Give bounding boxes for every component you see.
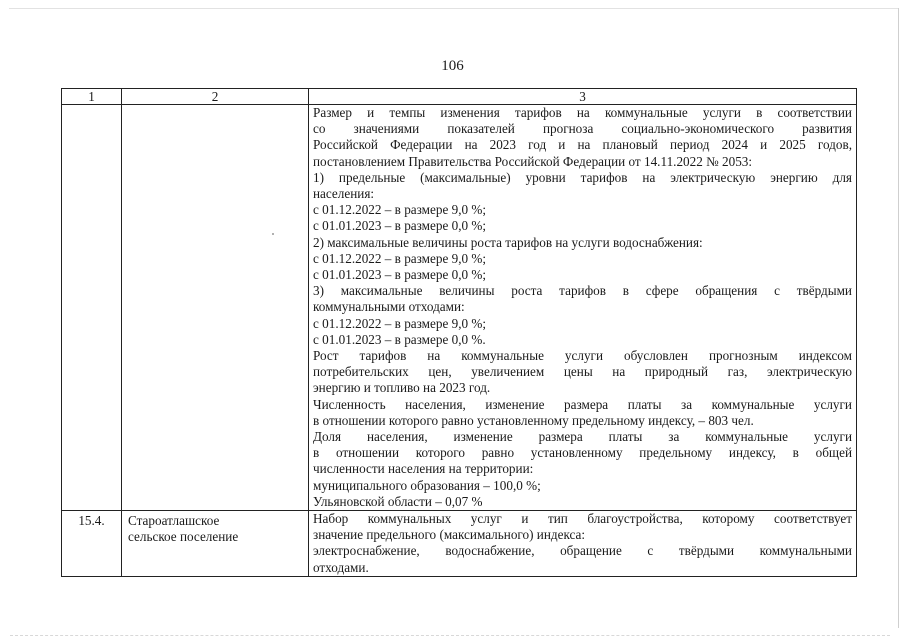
text-line: энергию и топливо на 2023 год. xyxy=(313,380,491,396)
row-description-cell xyxy=(309,511,857,577)
settlement-name-line: Староатлашское xyxy=(128,513,220,529)
text-line: с 01.12.2022 – в размере 9,0 %; xyxy=(313,315,487,331)
text-line: муниципального образования – 100,0 %; xyxy=(313,477,541,493)
text-line: электроснабжение, водоснабжение, обращение с твёрдыми коммунальными xyxy=(313,543,852,559)
table-header-row xyxy=(62,89,857,105)
text-line: значение предельного (максимального) индекса: xyxy=(313,527,586,543)
text-line: Размер и темпы изменения тарифов на коммунальные услуги в соответствии xyxy=(313,105,852,120)
text-line: численности населения на территории: xyxy=(313,461,534,477)
settlement-type-line: сельское поселение xyxy=(128,529,239,545)
text-line: с 01.12.2022 – в размере 9,0 %; xyxy=(313,202,487,218)
scan-speck xyxy=(272,233,274,235)
text-line: Рост тарифов на коммунальные услуги обусловлен прогнозным индексом xyxy=(313,348,852,364)
page-edge-top xyxy=(9,8,899,9)
text-line: населения: xyxy=(313,186,375,202)
text-line: Численность населения, изменение размера платы за коммунальные услуги xyxy=(313,396,852,412)
text-line: постановлением Правительства Российской Федерации от 14.11.2022 № 2053: xyxy=(313,153,753,169)
text-line: в отношении которого равно установленному предельному индексу, – 803 чел. xyxy=(313,412,754,428)
row-number: 15.4. xyxy=(62,511,122,577)
text-line: с 01.01.2023 – в размере 0,0 %; xyxy=(313,267,487,283)
tariff-table xyxy=(61,88,857,577)
page-edge-right xyxy=(898,8,899,628)
header-col-2: 2 xyxy=(122,89,309,105)
text-line: Ульяновской области – 0,07 % xyxy=(313,493,483,509)
text-line: 2) максимальные величины роста тарифов на услуги водоснабжения: xyxy=(313,234,703,250)
row-number-cell-empty xyxy=(62,105,122,511)
scan-artifact-line xyxy=(10,634,890,636)
text-line: в отношении которого равно установленному предельному индексу, в общей xyxy=(313,445,852,461)
text-line: 3) максимальные величины роста тарифов в сфере обращения с твёрдыми xyxy=(313,283,852,299)
text-line: с 01.01.2023 – в размере 0,0 %; xyxy=(313,218,487,234)
header-col-3: 3 xyxy=(309,89,857,105)
text-line: 1) предельные (максимальные) уровни тарифов на электрическую энергию для xyxy=(313,169,852,185)
text-line: потребительских цен, увеличением цены на природный газ, электрическую xyxy=(313,364,852,380)
table-row-15-4 xyxy=(62,511,857,577)
header-col-1: 1 xyxy=(62,89,122,105)
table-row-continuation xyxy=(62,105,857,511)
text-line: Российской Федерации на 2023 год и на плановый период 2024 и 2025 годов, xyxy=(313,137,852,153)
text-line: со значениями показателей прогноза социально-экономического развития xyxy=(313,121,852,137)
row-description-cell xyxy=(309,105,857,511)
text-line: коммунальными отходами: xyxy=(313,299,465,315)
row-name-cell-empty xyxy=(122,105,309,511)
text-line: Доля населения, изменение размера платы за коммунальные услуги xyxy=(313,429,852,445)
text-line: отходами. xyxy=(313,559,369,575)
row-settlement-name xyxy=(122,511,309,577)
text-line: с 01.12.2022 – в размере 9,0 %; xyxy=(313,250,487,266)
page-number: 106 xyxy=(441,58,464,74)
text-line: Набор коммунальных услуг и тип благоустройства, которому соответствует xyxy=(313,511,852,527)
text-line: с 01.01.2023 – в размере 0,0 %. xyxy=(313,331,486,347)
